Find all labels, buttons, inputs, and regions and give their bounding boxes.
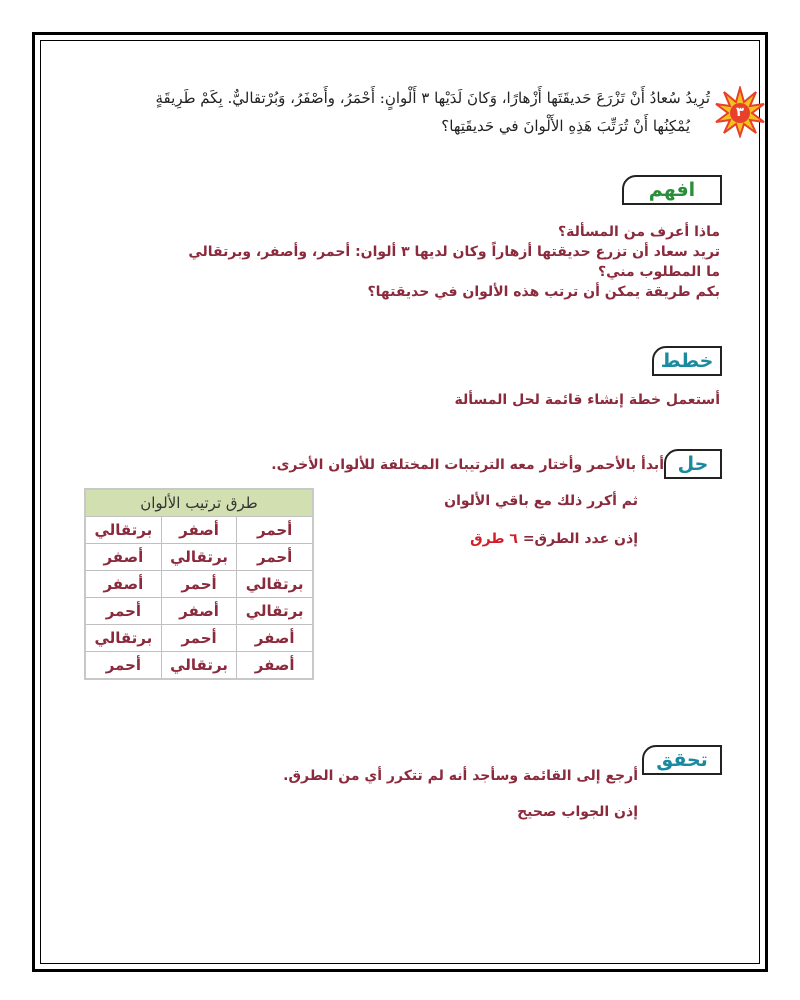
problem-statement (110, 84, 710, 140)
table-cell: أحمر (85, 652, 161, 680)
table-header-row (85, 489, 313, 517)
understand-tab-label: افهم (648, 179, 696, 201)
table-cell: أصفر (85, 544, 161, 571)
plan-tab-label: خطط (660, 350, 714, 372)
problem-line-1: تُرِيدُ سُعادُ أَنْ تَزْرَعَ حَديقَتَها أَزْهارًا، وَكانَ لَدَيْها ٣ أَلْوانٍ: أَحْمَرُ، وأَصْفَرُ، وَبُرْتقاليٌّ. بِكَمْ طَرِيقَةٍ (155, 89, 710, 107)
check-tab (642, 745, 722, 775)
plan-text: أستعمل خطة إنشاء قائمة لحل المسألة (454, 392, 720, 408)
solve-result-label: إذن عدد الطرق= (522, 531, 638, 547)
arrangements-table (84, 488, 314, 680)
table-row (85, 544, 313, 571)
table-row (85, 625, 313, 652)
table-cell: أحمر (161, 625, 237, 652)
solve-line-3 (338, 531, 638, 547)
table-row (85, 571, 313, 598)
check-line-1: أرجع إلى القائمة وسأجد أنه لم تتكرر أي من الطرق. (283, 768, 638, 784)
table-cell: أصفر (161, 598, 237, 625)
understand-question-1: ماذا أعرف من المسألة؟ (558, 224, 720, 240)
check-line-2: إذن الجواب صحيح (517, 804, 638, 820)
table-cell: أحمر (85, 598, 161, 625)
table-cell: برتقالي (237, 571, 313, 598)
table-cell: أحمر (237, 544, 313, 571)
table-cell: أصفر (237, 625, 313, 652)
problem-number: ٣ (736, 104, 744, 120)
solve-line-2: ثم أكرر ذلك مع باقي الألوان (444, 493, 638, 509)
plan-tab (652, 346, 722, 376)
table-cell: أحمر (237, 517, 313, 544)
table-row (85, 598, 313, 625)
table-row (85, 652, 313, 680)
table-cell: برتقالي (85, 625, 161, 652)
problem-line-2: يُمْكِنُها أَنْ تُرَتِّبَ هَذِهِ الأَلْوانَ في حَديقَتِها؟ (441, 117, 690, 135)
table-cell: أصفر (161, 517, 237, 544)
solve-result-answer: ٦ طرق (470, 531, 518, 547)
table-cell: برتقالي (161, 544, 237, 571)
understand-answer-1: تريد سعاد أن تزرع حديقتها أزهاراً وكان لديها ٣ ألوان: أحمر، وأصفر، وبرتقالي (188, 244, 720, 260)
table-cell: أصفر (237, 652, 313, 680)
problem-number-star-icon (714, 86, 766, 138)
solve-tab-label: حل (677, 453, 709, 475)
understand-question-2: ما المطلوب مني؟ (598, 264, 720, 280)
understand-answer-2: بكم طريقة يمكن أن ترتب هذه الألوان في حديقتها؟ (367, 284, 720, 300)
solve-line-1: أبدأ بالأحمر وأختار معه الترتيبات المختلفة للألوان الأخرى. (271, 457, 664, 473)
understand-tab (622, 175, 722, 205)
table-cell: برتقالي (161, 652, 237, 680)
check-tab-label: تحقق (656, 749, 708, 771)
table-cell: برتقالي (85, 517, 161, 544)
table-cell: أصفر (85, 571, 161, 598)
solve-tab (664, 449, 722, 479)
table-header: طرق ترتيب الألوان (85, 489, 313, 517)
table-row (85, 517, 313, 544)
table-cell: برتقالي (237, 598, 313, 625)
understand-section (80, 222, 720, 302)
table-cell: أحمر (161, 571, 237, 598)
